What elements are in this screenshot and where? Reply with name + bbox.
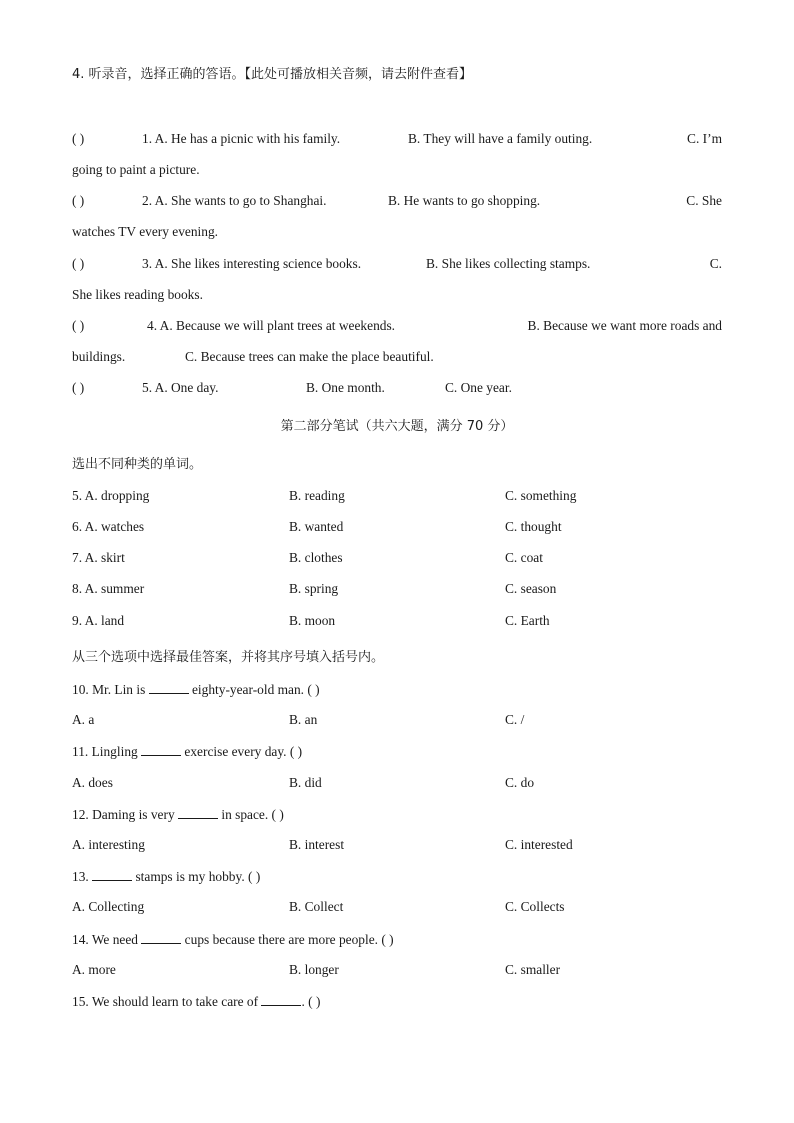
option-b: B. wanted [289, 519, 344, 534]
section1-heading: 选出不同种类的单词。 [72, 457, 203, 472]
option-a: 6. A. watches [72, 519, 145, 534]
section2-heading: 从三个选项中选择最佳答案，并将其序号填入括号内。 [72, 650, 385, 665]
option-c: C. interested [505, 837, 573, 852]
document-page [72, 0, 722, 1123]
option-b: B. Because we want more roads and [527, 318, 722, 333]
option-c: C. smaller [505, 962, 561, 977]
question-text: 12. Daming is very [72, 807, 178, 822]
question-text: cups because there are more people. ( ) [181, 932, 394, 947]
option-a: A. interesting [72, 837, 145, 852]
option-b: B. interest [289, 837, 345, 852]
option-c: C. season [505, 581, 557, 596]
option-c: C. thought [505, 519, 562, 534]
option-c: C. something [505, 488, 577, 503]
option-c: C. Collects [505, 899, 565, 914]
option-a: A. more [72, 962, 116, 977]
option-c: C. I’m [687, 131, 722, 146]
answer-blank[interactable] [141, 930, 181, 944]
listening-heading: 4. 听录音，选择正确的答语。【此处可播放相关音频，请去附件查看】 [72, 67, 473, 82]
option-b: B. reading [289, 488, 345, 503]
option-b-cont: buildings. [72, 349, 126, 364]
option-c: C. Earth [505, 613, 550, 628]
question-10 [72, 680, 722, 699]
question-15 [72, 992, 722, 1011]
question-text: 15. We should learn to take care of [72, 994, 262, 1009]
question-text: in space. ( ) [218, 807, 284, 822]
option-b: B. Collect [289, 899, 344, 914]
option-b: B. She likes collecting stamps. [426, 256, 591, 271]
answer-blank[interactable] [178, 805, 218, 819]
answer-blank[interactable] [92, 867, 132, 881]
option-c: C. do [505, 775, 535, 790]
option-b: B. He wants to go shopping. [388, 193, 541, 208]
question-13 [72, 867, 722, 886]
question-text: 11. Lingling [72, 744, 142, 759]
option-b: B. longer [289, 962, 339, 977]
option-b: B. clothes [289, 550, 343, 565]
answer-blank[interactable] [261, 992, 301, 1006]
question-text: eighty-year-old man. ( ) [188, 682, 320, 697]
option-a: 8. A. summer [72, 581, 145, 596]
answer-paren[interactable]: ( ) [72, 380, 85, 395]
option-c: C. Because trees can make the place beautiful. [185, 349, 434, 364]
option-c: C. [709, 256, 722, 271]
question-text: . ( ) [301, 994, 321, 1009]
option-b: B. One month. [306, 380, 385, 395]
answer-paren[interactable]: ( ) [72, 256, 85, 271]
option-c: C. / [505, 712, 525, 727]
option-a: A. Collecting [72, 899, 145, 914]
option-b: B. spring [289, 581, 339, 596]
question-text: exercise every day. ( ) [181, 744, 303, 759]
answer-blank[interactable] [141, 742, 181, 756]
answer-paren[interactable]: ( ) [72, 131, 85, 146]
question-text: stamps is my hobby. ( ) [132, 869, 261, 884]
question-12 [72, 805, 722, 824]
option-b: B. did [289, 775, 322, 790]
option-a: 2. A. She wants to go to Shanghai. [142, 193, 327, 208]
option-a: A. does [72, 775, 113, 790]
option-b: B. an [289, 712, 318, 727]
question-text: 10. Mr. Lin is [72, 682, 149, 697]
option-a: 5. A. dropping [72, 488, 150, 503]
listening-q2-cont: watches TV every evening. [72, 224, 219, 239]
question-text: 13. [72, 869, 93, 884]
part2-title: 第二部分笔试（共六大题，满分 70 分） [280, 419, 514, 434]
option-a: 9. A. land [72, 613, 125, 628]
option-c: C. One year. [445, 380, 512, 395]
question-11 [72, 742, 722, 761]
option-a: 5. A. One day. [142, 380, 219, 395]
listening-q1-cont: going to paint a picture. [72, 162, 200, 177]
question-text: 14. We need [72, 932, 142, 947]
option-a: 7. A. skirt [72, 550, 125, 565]
answer-blank[interactable] [149, 680, 189, 694]
option-a: 3. A. She likes interesting science books. [142, 256, 362, 271]
option-c: C. She [686, 193, 722, 208]
option-a: A. a [72, 712, 95, 727]
option-a: 4. A. Because we will plant trees at weekends. [147, 318, 396, 333]
option-b: B. moon [289, 613, 336, 628]
option-a: 1. A. He has a picnic with his family. [142, 131, 341, 146]
option-b: B. They will have a family outing. [408, 131, 593, 146]
answer-paren[interactable]: ( ) [72, 193, 85, 208]
answer-paren[interactable]: ( ) [72, 318, 85, 333]
listening-q3-cont: She likes reading books. [72, 287, 203, 302]
option-c: C. coat [505, 550, 543, 565]
question-14 [72, 930, 722, 949]
